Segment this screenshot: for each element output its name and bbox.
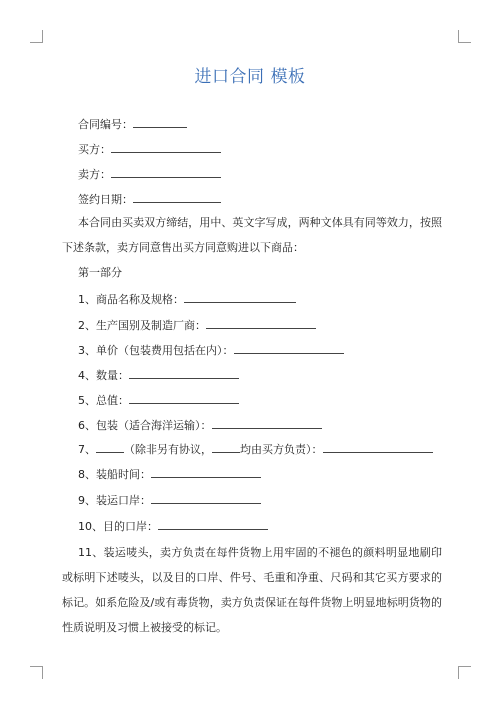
item-label: 1、商品名称及规格： (78, 293, 184, 306)
field-label: 买方： (78, 143, 111, 156)
item-8-shipment-time (78, 466, 261, 482)
page-corner-mark-bottom-left (30, 666, 43, 679)
blank-line (184, 291, 296, 303)
blank-line (129, 367, 239, 379)
blank-line (323, 441, 433, 453)
page-corner-mark-top-right (458, 30, 471, 43)
item-7-charges (78, 441, 433, 457)
item-label: 4、数量： (78, 369, 129, 382)
field-seller (78, 166, 221, 182)
item-2-origin-manufacturer (78, 317, 316, 333)
item-label: 2、生产国别及制造厂商： (78, 319, 206, 332)
page-corner-mark-top-left (30, 30, 43, 43)
item-3-unit-price (78, 342, 344, 358)
page-corner-mark-bottom-right (458, 666, 471, 679)
item-10-port-of-destination (78, 518, 268, 534)
blank-line (111, 166, 221, 178)
blank-line (206, 317, 316, 329)
item-label-part: 均由买方负责）： (240, 443, 323, 456)
item-4-quantity (78, 367, 239, 383)
item-label: 8、装船时间： (78, 468, 151, 481)
blank-line (212, 417, 322, 429)
field-label: 合同编号： (78, 118, 133, 131)
field-label: 卖方： (78, 168, 111, 181)
item-label: 10、目的口岸： (78, 520, 158, 533)
blank-line (133, 116, 187, 128)
item-label: 6、包装（适合海洋运输）： (78, 419, 212, 432)
item-label: 5、总值： (78, 394, 129, 407)
blank-line (129, 392, 239, 404)
intro-paragraph: 本合同由买卖双方缔结，用中、英文字写成，两种文体具有同等效力，按照下述条款，卖方同意售出买方同意购进以下商品： (62, 216, 442, 254)
clause-11-shipping-marks: 11、装运唛头，卖方负责在每件货物上用牢固的不褪色的颜料明显地刷印或标明下述唛头，以及目的口岸、件号、毛重和净重、尺码和其它买方要求的标记。如系危险及/或有毒货物，卖方负责保证在每件货物上明显地标明货物的性质说明及习惯上被接受的标记。 (62, 546, 442, 634)
item-5-total-value (78, 392, 239, 408)
item-label: 3、单价（包装费用包括在内）： (78, 344, 234, 357)
blank-line (96, 441, 124, 453)
blank-line (151, 466, 261, 478)
field-buyer (78, 141, 221, 157)
blank-line (111, 141, 221, 153)
item-label: 9、装运口岸： (78, 494, 151, 507)
item-6-packing (78, 417, 322, 433)
blank-line (133, 191, 221, 203)
item-1-name-spec (78, 291, 296, 307)
field-sign-date (78, 191, 221, 207)
blank-line (158, 518, 268, 530)
item-label-part: （除非另有协议， (124, 443, 212, 456)
item-label: 7、 (78, 443, 96, 456)
item-9-port-of-loading (78, 492, 261, 508)
blank-line (212, 441, 240, 453)
blank-line (234, 342, 344, 354)
field-contract-number (78, 116, 187, 132)
blank-line (151, 492, 261, 504)
document-title: 进口合同 模板 (194, 67, 306, 87)
section-heading-part-one: 第一部分 (78, 266, 122, 279)
field-label: 签约日期： (78, 193, 133, 206)
